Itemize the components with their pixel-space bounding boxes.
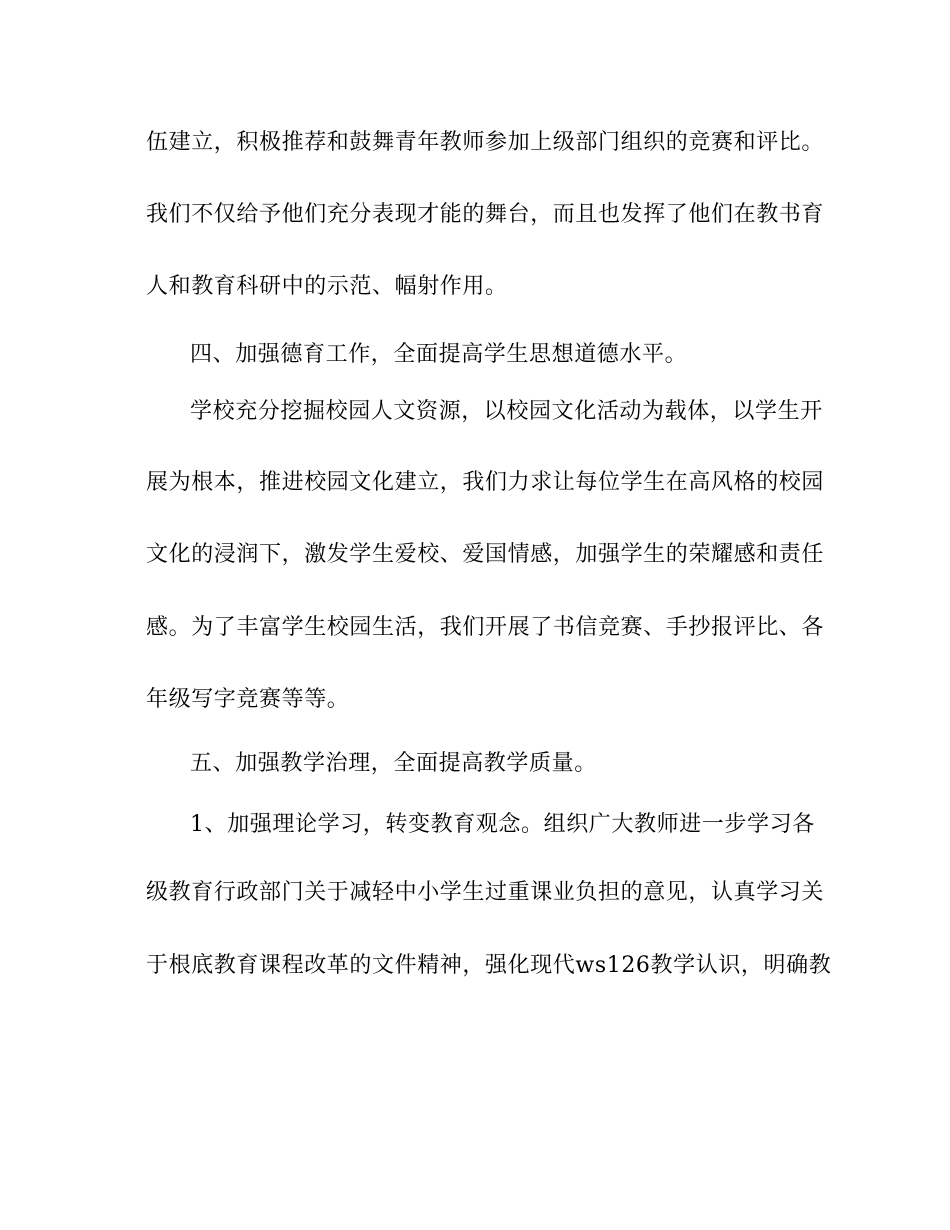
- paragraph-line: 人和教育科研中的示范、幅射作用。: [146, 274, 508, 299]
- paragraph-line: 文化的浸润下，激发学生爱校、爱国情感，加强学生的荣耀感和责任: [146, 542, 825, 567]
- paragraph-line: 学校充分挖掘校园人文资源，以校园文化活动为载体，以学生开: [190, 399, 823, 424]
- paragraph-line: 伍建立，积极推荐和鼓舞青年教师参加上级部门组织的竞赛和评比。: [146, 130, 825, 155]
- paragraph-line: 感。为了丰富学生校园生活，我们开展了书信竞赛、手抄报评比、各: [146, 615, 825, 640]
- paragraph-line: 我们不仅给予他们充分表现才能的舞台，而且也发挥了他们在教书育: [146, 202, 825, 227]
- section-heading: 五、加强教学治理，全面提高教学质量。: [190, 751, 597, 776]
- paragraph-line: 1、加强理论学习，转变教育观念。组织广大教师进一步学习各: [190, 812, 815, 837]
- section-heading: 四、加强德育工作，全面提高学生思想道德水平。: [190, 342, 688, 367]
- paragraph-line: 展为根本，推进校园文化建立，我们力求让每位学生在高风格的校园: [146, 470, 825, 495]
- paragraph-line: 年级写字竞赛等等。: [146, 687, 350, 712]
- paragraph-line: 于根底教育课程改革的文件精神，强化现代ws126教学认识，明确教: [146, 953, 832, 978]
- paragraph-line: 级教育行政部门关于减轻中小学生过重课业负担的意见，认真学习关: [146, 880, 825, 905]
